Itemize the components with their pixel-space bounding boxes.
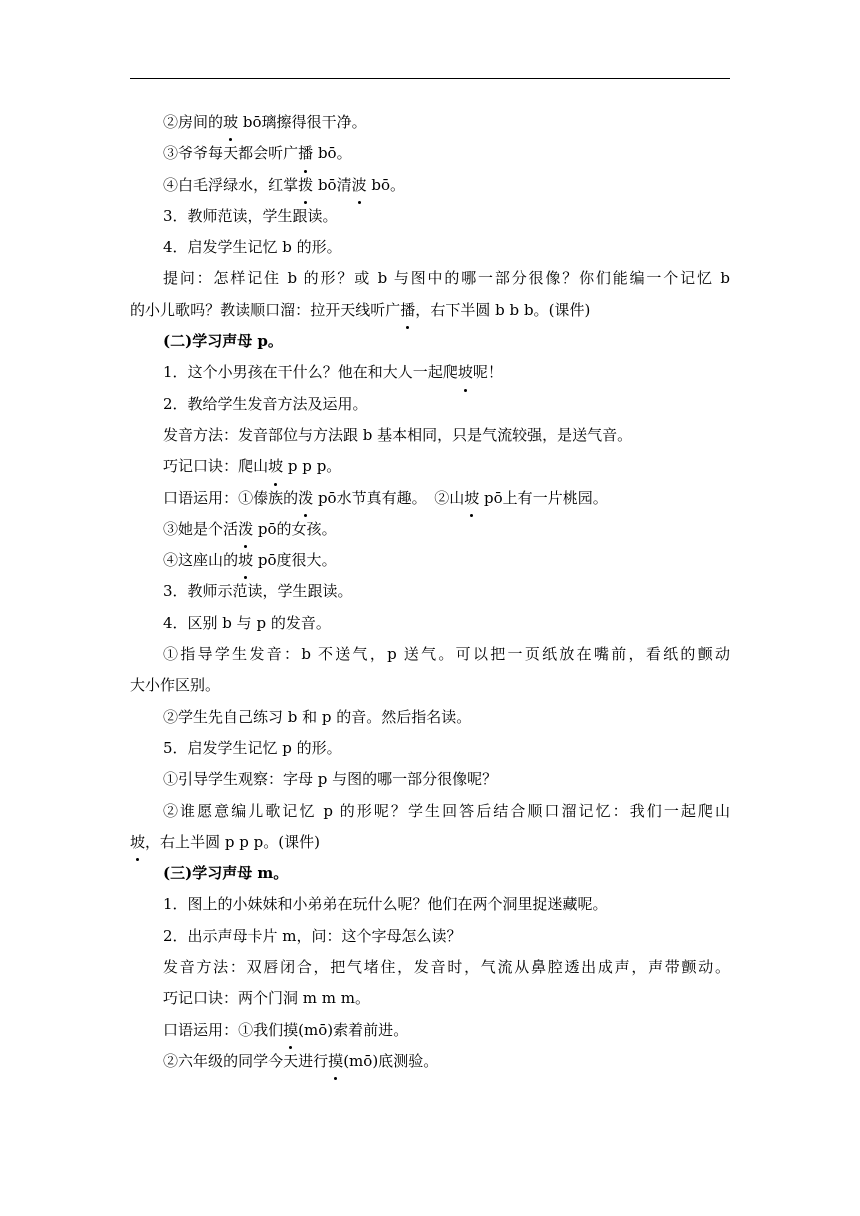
emphasis-char: 坡 [458,357,473,388]
text-line: ①引导学生观察：字母 p 与图的哪一部分很像呢？ [163,770,498,789]
text-line: ②学生先自己练习 b 和 p 的音。然后指名读。 [163,707,472,726]
text-line: 口语运用：①我们摸(mō)索着前进。 [130,1015,730,1046]
emphasis-char: 波 [352,170,367,201]
text-line: 5．启发学生记忆 p 的形。 [163,738,342,757]
text-line: 发音方法：双唇闭合，把气堵住，发音时，气流从鼻腔透出成声，声带颤动。 [163,958,730,977]
text-line: 4．区别 b 与 p 的发音。 [163,613,331,632]
text-line: 巧记口诀：两个门洞 m m m。 [163,989,370,1008]
emphasis-char: 泼 [238,514,253,545]
document-body [130,107,730,1077]
text-line: 坡，右上半圆 p p p。(课件) [130,827,730,858]
emphasis-char: 玻 [223,107,238,138]
emphasis-char: 播 [400,295,415,326]
emphasis-char: 坡 [130,827,145,858]
header-rule [130,78,730,79]
text-line: 2．教给学生发音方法及运用。 [163,394,368,413]
emphasis-char: 泼 [298,483,313,514]
text-line: ②谁愿意编儿歌记忆 p 的形呢？学生回答后结合顺口溜记忆：我们一起爬山 [163,801,730,820]
emphasis-char: 摸 [328,1046,343,1077]
text-line: 的小儿歌吗？教读顺口溜：拉开天线听广播，右下半圆 b b b。(课件) [130,295,730,326]
text-line: ①指导学生发音：b 不送气，p 送气。可以把一页纸放在嘴前，看纸的颤动 [163,645,730,664]
text-line: ③爷爷每天都会听广播 bō。 [130,138,730,169]
text-line: 2．出示声母卡片 m，问：这个字母怎么读？ [163,926,462,945]
emphasis-char: 坡 [464,483,479,514]
text-line: ③她是个活泼 pō的女孩。 [130,514,730,545]
emphasis-char: 拨 [298,170,313,201]
emphasis-char: 坡 [238,545,253,576]
text-line: 大小作区别。 [130,676,221,695]
text-line: ④这座山的坡 pō度很大。 [130,545,730,576]
text-line: 3．教师范读，学生跟读。 [163,206,338,225]
text-line: 巧记口诀：爬山坡 p p p。 [130,451,730,482]
text-line: 1．这个小男孩在干什么？他在和大人一起爬坡呢！ [130,357,730,388]
emphasis-char: 坡 [268,451,283,482]
text-line: 4．启发学生记忆 b 的形。 [163,238,342,257]
section-heading: (二)学习声母 p。 [163,332,283,351]
text-line: 1．图上的小妹妹和小弟弟在玩什么呢？他们在两个洞里捉迷藏呢。 [163,895,608,914]
text-line: ②六年级的同学今天进行摸(mō)底测验。 [130,1046,730,1077]
text-line: 发音方法：发音部位与方法跟 b 基本相同，只是气流较强，是送气音。 [163,425,633,444]
emphasis-char: 播 [298,138,313,169]
text-line: 口语运用：①傣族的泼 pō水节真有趣。 ②山坡 pō上有一片桃园。 [130,483,730,514]
text-line: 3．教师示范读，学生跟读。 [163,582,353,601]
section-heading: (三)学习声母 m。 [163,864,289,883]
text-line: ④白毛浮绿水，红掌拨 bō清波 bō。 [130,170,730,201]
emphasis-char: 摸 [283,1015,298,1046]
text-line: 提问：怎样记住 b 的形？或 b 与图中的哪一部分很像？你们能编一个记忆 b [163,269,730,288]
text-line: ②房间的玻 bō璃擦得很干净。 [130,107,730,138]
